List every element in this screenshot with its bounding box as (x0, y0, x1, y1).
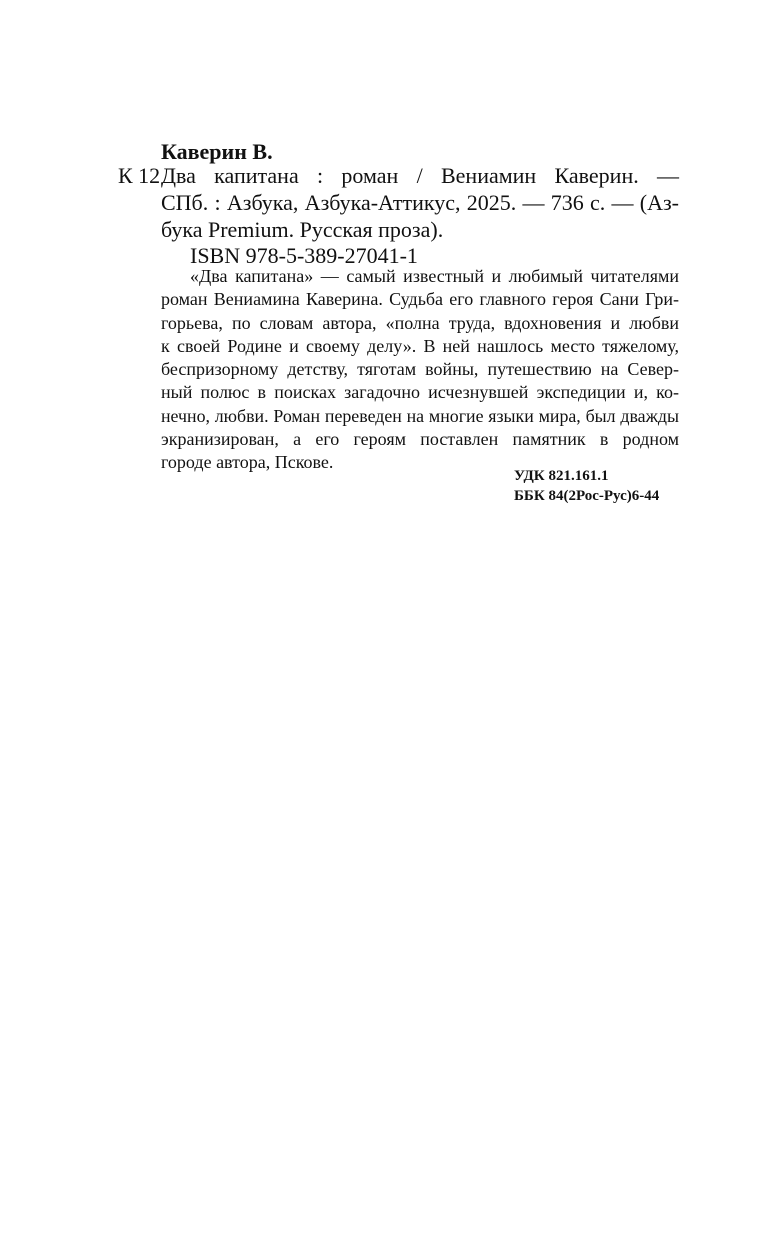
bbk-code: ББК 84(2Рос-Рус)6-44 (514, 488, 660, 504)
annotation (161, 265, 679, 475)
bibliographic-entry (161, 162, 679, 243)
classification-codes (514, 466, 659, 506)
annotation-line: «Два капитана» — самый известный и любимый читателями (190, 266, 679, 286)
udk-code: УДК 821.161.1 (514, 468, 609, 484)
entry-line: бука Premium. Русская проза). (161, 217, 444, 242)
annotation-line: к своей Родине и своему делу». В ней нашлось место тяжелому, (161, 335, 679, 356)
author-heading: Каверин В. (161, 139, 273, 164)
annotation-line: нечно, любви. Роман переведен на многие языки мира, был дважды (161, 405, 679, 426)
author-cipher: К 12 (118, 163, 161, 188)
annotation-line: горьева, по словам автора, «полна труда, вдохновения и любви (161, 312, 679, 333)
isbn: ISBN 978-5-389-27041-1 (190, 243, 418, 268)
entry-line: Два капитана : роман / Вениамин Каверин. — (161, 163, 679, 188)
annotation-line: беспризорному детству, тяготам войны, путешествию на Север- (161, 359, 679, 380)
annotation-line: экранизирован, а его героям поставлен памятник в родном (161, 429, 679, 450)
annotation-line: роман Вениамина Каверина. Судьба его главного героя Сани Гри- (161, 289, 679, 310)
annotation-line: ный полюс в поисках загадочно исчезнувшей экспедиции и, ко- (161, 382, 679, 403)
annotation-line: городе автора, Пскове. (161, 452, 334, 473)
entry-line: СПб. : Азбука, Азбука-Аттикус, 2025. — 736 с. — (Аз- (161, 190, 679, 215)
